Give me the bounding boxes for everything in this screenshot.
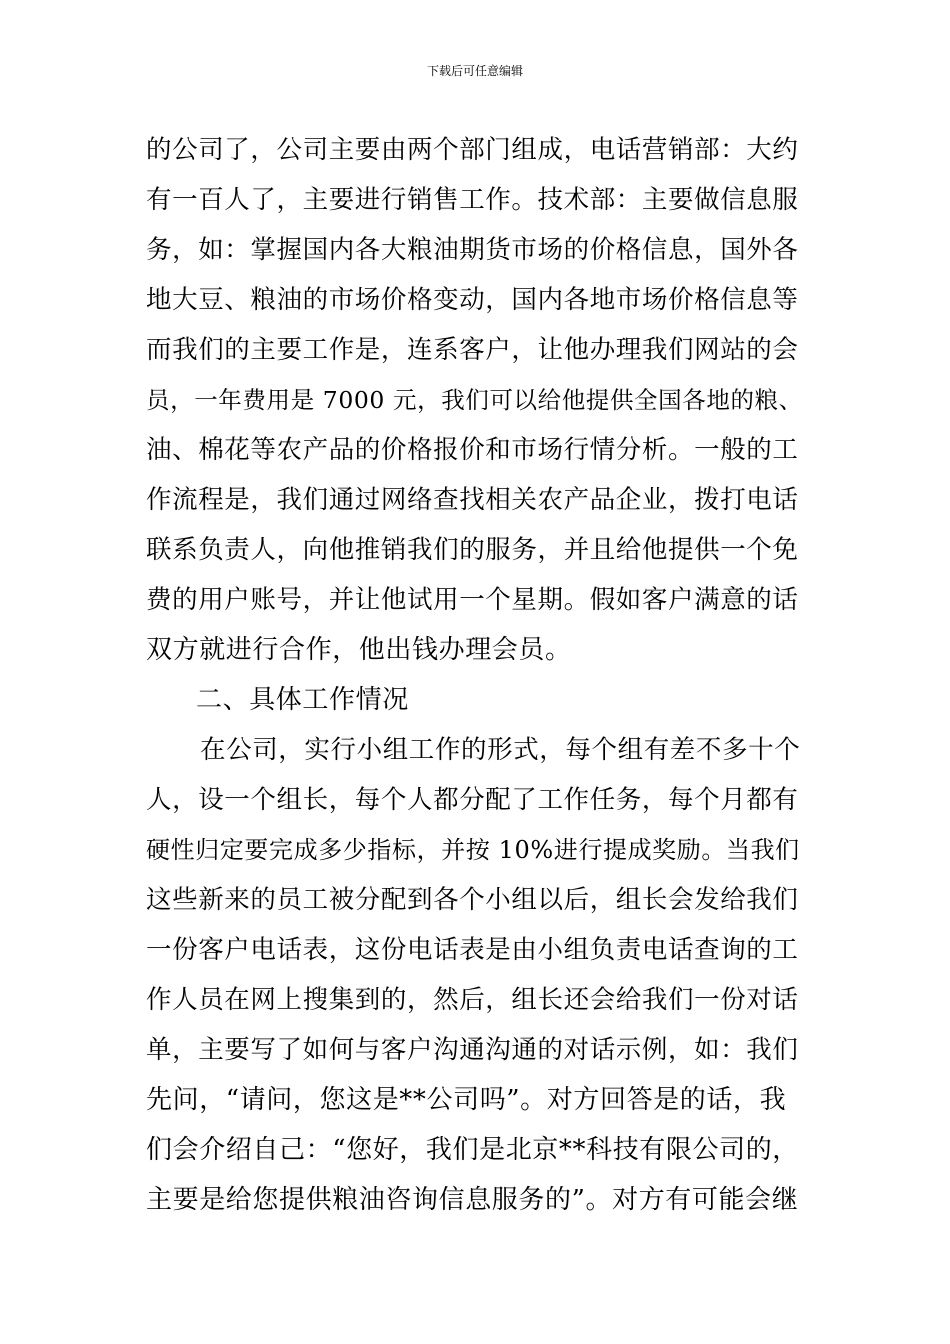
body-line-4: 地大豆、粮油的市场价格变动，国内各地市场价格信息等 [146, 285, 799, 315]
body-line-2: 有一百人了，主要进行销售工作。技术部：主要做信息服 [146, 185, 799, 215]
body-line-16: 这些新来的员工被分配到各个小组以后，组长会发给我们 [146, 885, 799, 915]
body-line-1: 的公司了，公司主要由两个部门组成，电话营销部：大约 [146, 135, 799, 165]
page-header: 下载后可任意编辑 [426, 64, 523, 78]
body-line-11: 双方就进行合作，他出钱办理会员。 [146, 635, 572, 665]
body-line-13: 在公司，实行小组工作的形式，每个组有差不多十个 [200, 735, 801, 765]
body-line-5: 而我们的主要工作是，连系客户，让他办理我们网站的会 [146, 335, 799, 365]
body-line-9: 联系负责人，向他推销我们的服务，并且给他提供一个免 [146, 535, 799, 565]
section-heading: 二、具体工作情况 [196, 685, 409, 715]
body-line-15: 硬性归定要完成多少指标，并按 10%进行提成奖励。当我们 [146, 836, 800, 864]
body-line-22: 主要是给您提供粮油咨询信息服务的”。对方有可能会继 [146, 1185, 799, 1215]
body-line-17: 一份客户电话表，这份电话表是由小组负责电话查询的工 [146, 935, 799, 965]
body-line-21: 们会介绍自己：“您好，我们是北京**科技有限公司的， [146, 1135, 799, 1165]
body-line-20: 先问，“请问，您这是**公司吗”。对方回答是的话，我 [146, 1085, 787, 1115]
body-line-14: 人，设一个组长，每个人都分配了工作任务，每个月都有 [146, 785, 799, 815]
body-line-19: 单，主要写了如何与客户沟通沟通的对话示例，如：我们 [146, 1035, 799, 1065]
body-line-6: 员，一年费用是 7000 元，我们可以给他提供全国各地的粮、 [146, 386, 803, 414]
body-line-7: 油、棉花等农产品的价格报价和市场行情分析。一般的工 [146, 435, 799, 465]
body-line-3: 务，如：掌握国内各大粮油期货市场的价格信息，国外各 [146, 235, 799, 265]
body-line-10: 费的用户账号，并让他试用一个星期。假如客户满意的话 [146, 585, 799, 615]
body-line-8: 作流程是，我们通过网络查找相关农产品企业，拨打电话 [146, 485, 799, 515]
body-line-18: 作人员在网上搜集到的，然后，组长还会给我们一份对话 [146, 985, 799, 1015]
